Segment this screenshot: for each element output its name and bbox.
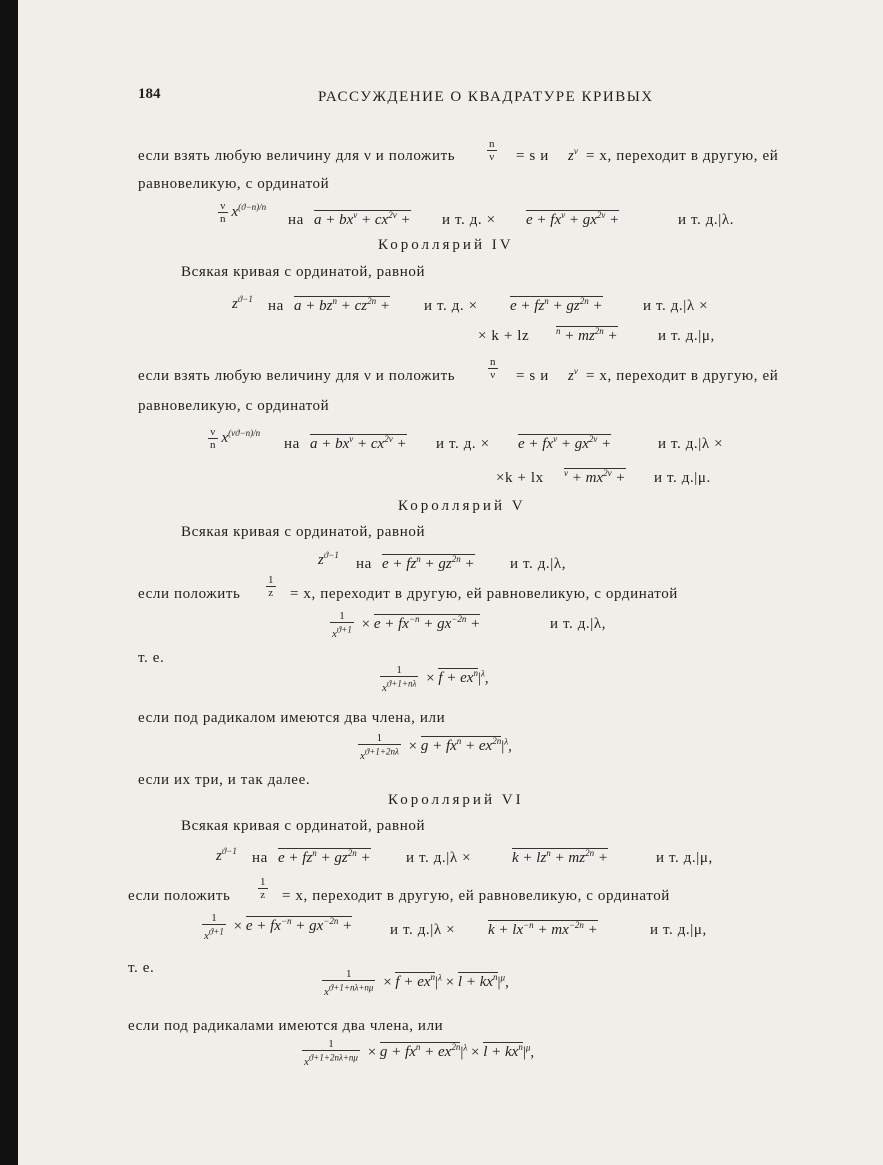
formula: $a + bx^\nu + cx^{2\nu}$ + [310, 434, 407, 452]
text-line: = x, переходит в другую, ей равновеликую, с ординатой [282, 888, 670, 904]
text-line: если взять любую величину для ν и положить [138, 368, 456, 384]
page-number: 184 [138, 86, 161, 102]
formula: $k + lz^n + mz^{2n}$ + [512, 848, 608, 866]
formula: $\frac{1}{x^{ϑ+1+2n\lambda}}$ × $g + fx^n + ex^{2n}|^\lambda$, [360, 732, 512, 762]
text-line: на [356, 556, 372, 572]
text-line: если положить [138, 586, 241, 602]
text-line: на [288, 212, 304, 228]
text-line: и т. д.|μ, [658, 328, 715, 344]
text-line: Всякая кривая с ординатой, равной [181, 264, 426, 280]
text-line: = s и [516, 148, 549, 164]
formula: $\frac{1}{x^{ϑ+1}}$ × $e + fx^{-n} + gx^{-2n}$ + [332, 610, 481, 640]
text-line: и т. д.|μ, [650, 922, 707, 938]
formula: $z^\nu$ [568, 146, 578, 164]
text-line: на [268, 298, 284, 314]
text-line: на [252, 850, 268, 866]
formula: $e + fx^\nu + gx^{2\nu}$ + [518, 434, 612, 452]
formula: $\frac{\nu}{n}$ $x^{(ϑ-n)/n}$ [220, 200, 267, 225]
text-line: × k + lz [478, 328, 530, 344]
section-heading: Короллярий V [398, 498, 526, 514]
text-line: если под радикалом имеются два члена, или [138, 710, 446, 726]
text-line: и т. д.|λ, [550, 616, 607, 632]
text-line: Всякая кривая с ординатой, равной [181, 818, 426, 834]
formula: $\frac{n}{\nu}$ [489, 138, 495, 163]
text-line: и т. д. × [442, 212, 496, 228]
text-line: т. е. [128, 960, 155, 976]
text-line: т. е. [138, 650, 165, 666]
formula: $^n + mz^{2n}$ + [556, 326, 618, 344]
text-line: если взять любую величину для ν и положить [138, 148, 456, 164]
section-heading: Короллярий IV [378, 237, 514, 253]
formula: $z^\nu$ [568, 366, 578, 384]
formula: $e + fx^\nu + gx^{2\nu}$ + [526, 210, 620, 228]
text-line: = x, переходит в другую, ей [586, 148, 779, 164]
text-line: и т. д.|λ. [678, 212, 735, 228]
formula: $a + bz^n + cz^{2n}$ + [294, 296, 390, 314]
text-line: = s и [516, 368, 549, 384]
book-page [18, 0, 883, 1165]
text-line: и т. д.|μ, [656, 850, 713, 866]
formula: $\frac{1}{z}$ [260, 876, 266, 901]
text-line: если их три, и так далее. [138, 772, 311, 788]
text-line: если положить [128, 888, 231, 904]
running-title: РАССУЖДЕНИЕ О КВАДРАТУРЕ КРИВЫХ [318, 89, 654, 105]
formula: $\frac{1}{x^{ϑ+1}}$ × $e + fx^{-n} + gx^{-2n}$ + [204, 912, 353, 942]
formula: $e + fz^n + gz^{2n}$ + [278, 848, 371, 866]
text-line: Всякая кривая с ординатой, равной [181, 524, 426, 540]
text-line: и т. д. × [436, 436, 490, 452]
formula: $z^{ϑ-1}$ [232, 294, 253, 312]
text-line: и т. д.|λ × [658, 436, 724, 452]
formula: $a + bx^\nu + cx^{2\nu}$ + [314, 210, 411, 228]
formula: $e + fz^n + gz^{2n}$ + [382, 554, 475, 572]
formula: $\frac{1}{x^{ϑ+1+n\lambda}}$ × $f + ex^n|^\lambda$, [382, 664, 489, 694]
text-line: и т. д.|λ × [643, 298, 709, 314]
formula: $\frac{n}{\nu}$ [490, 356, 496, 381]
formula: $e + fz^n + gz^{2n}$ + [510, 296, 603, 314]
text-line: и т. д.|λ × [390, 922, 456, 938]
text-line: и т. д.|λ, [510, 556, 567, 572]
text-line: равновеликую, с ординатой [138, 176, 330, 192]
text-line: и т. д.|μ. [654, 470, 711, 486]
formula: $k + lx^{-n} + mx^{-2n}$ + [488, 920, 598, 938]
formula: $^\nu + mx^{2\nu}$ + [564, 468, 626, 486]
text-line: если под радикалами имеются два члена, или [128, 1018, 444, 1034]
text-line: = x, переходит в другую, ей равновеликую, с ординатой [290, 586, 678, 602]
formula: $\frac{1}{z}$ [268, 574, 274, 599]
formula: $\frac{1}{x^{ϑ+1+n\lambda+n\mu}}$ × $f + ex^n|^\lambda \times l + kx^n|^\mu$, [324, 968, 509, 998]
formula: $z^{ϑ-1}$ [318, 550, 339, 568]
formula: $z^{ϑ-1}$ [216, 846, 237, 864]
section-heading: Короллярий VI [388, 792, 524, 808]
text-line: и т. д. × [424, 298, 478, 314]
text-line: равновеликую, с ординатой [138, 398, 330, 414]
text-line: = x, переходит в другую, ей [586, 368, 779, 384]
text-line: ×k + lx [496, 470, 544, 486]
formula: $\frac{1}{x^{ϑ+1+2n\lambda+n\mu}}$ × $g + fx^n + ex^{2n}|^\lambda \times l + kx^n|^\mu$, [304, 1038, 535, 1068]
formula: $\frac{\nu}{n}$ $x^{(\nu ϑ-n)/n}$ [210, 426, 261, 451]
text-line: и т. д.|λ × [406, 850, 472, 866]
text-line: на [284, 436, 300, 452]
